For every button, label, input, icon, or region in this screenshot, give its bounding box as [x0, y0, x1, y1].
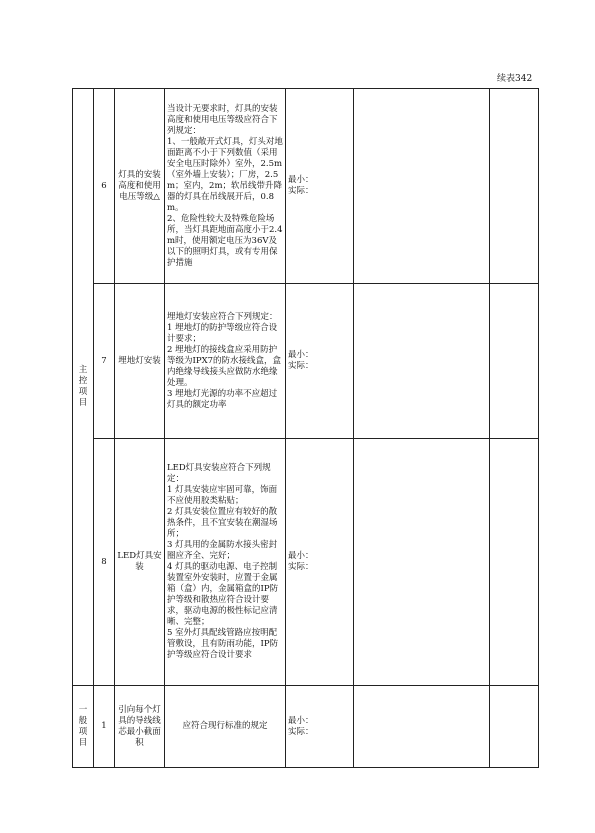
check-record-cell[interactable] — [354, 284, 490, 439]
min-label: 最小： — [288, 350, 314, 360]
result-cell[interactable] — [490, 439, 539, 686]
min-label: 最小： — [288, 715, 314, 726]
table-row — [73, 89, 539, 284]
measurement-cell[interactable] — [286, 284, 354, 439]
row-number: 1 — [94, 686, 115, 768]
check-record-cell[interactable] — [354, 89, 490, 284]
standard-text — [165, 439, 286, 686]
standard-line: 2 灯具安装位置应有较好的散热条件，且不宜安装在潮湿场所； — [167, 507, 278, 539]
item-name: 灯具的安装高度和使用电压等级△ — [115, 89, 165, 284]
standard-text — [165, 284, 286, 439]
standard-line: 1 埋地灯的防护等级应符合设计要求； — [167, 322, 278, 344]
measurement-cell[interactable] — [286, 439, 354, 686]
actual-label: 实际： — [288, 726, 314, 737]
standard-text — [165, 686, 286, 768]
item-name: 引向每个灯具的导线线芯最小截面积 — [115, 686, 165, 768]
result-cell[interactable] — [490, 284, 539, 439]
check-record-cell[interactable] — [354, 686, 490, 768]
standard-text — [165, 89, 286, 284]
result-cell[interactable] — [490, 89, 539, 284]
standard-line: 4 灯具的驱动电源、电子控制装置室外安装时，应置于金属箱（盒）内，金属箱盒的IP防护等级和散热应符合设计要求，驱动电源的极性标记应清晰、完整； — [167, 562, 279, 627]
row-number: 6 — [94, 89, 115, 284]
item-name: LED灯具安装 — [115, 439, 165, 686]
check-record-cell[interactable] — [354, 439, 490, 686]
item-name: 埋地灯安装 — [115, 284, 165, 439]
standard-line: 1、一般敞开式灯具，灯头对地面距离不小于下列数值（采用安全电压时除外）室外，2.5m（室外墙上安装）；厂房，2.5m；室内，2m；软吊线带升降器的灯具在吊线展开后，0.8m。 — [167, 136, 283, 213]
measurement-cell[interactable] — [286, 686, 354, 768]
actual-label: 实际： — [288, 361, 314, 371]
standard-line: 3 灯具用的金属防水接头密封圈应齐全、完好； — [167, 540, 278, 561]
standard-line: 3 埋地灯光源的功率不应超过灯具的额定功率 — [167, 388, 278, 410]
standard-line: 当设计无要求时，灯具的安装高度和使用电压等级应符合下列规定： — [167, 103, 278, 136]
measurement-cell[interactable] — [286, 89, 354, 284]
min-label: 最小： — [288, 551, 314, 561]
table-row — [73, 686, 539, 768]
min-label: 最小： — [288, 175, 314, 185]
standard-line: 2、危险性较大及特殊危险场所，当灯具距地面高度小于2.4m时，使用额定电压为36V及以下的照明灯具，或有专用保护措施 — [167, 213, 283, 268]
standard-line: LED灯具安装应符合下列规定： — [167, 463, 271, 484]
category-main-label: 主控项目 — [78, 365, 88, 408]
row-number: 7 — [94, 284, 115, 439]
table-row — [73, 284, 539, 439]
standard-line: 5 室外灯具配线管路应按明配管敷设，且有防雨功能，IP防护等级应符合设计要求 — [167, 628, 279, 660]
row-number: 8 — [94, 439, 115, 686]
category-general-label: 一般项目 — [78, 704, 88, 748]
continuation-label: 续表342 — [497, 74, 533, 84]
category-general — [73, 686, 94, 768]
actual-label: 实际： — [288, 186, 314, 196]
result-cell[interactable] — [490, 686, 539, 768]
actual-label: 实际： — [288, 562, 314, 572]
category-main — [73, 89, 94, 686]
inspection-table — [72, 88, 539, 768]
standard-line: 2 埋地灯的接线盒应采用防护等级为IPX7的防水接线盒，盒内绝缘导线接头应做防水绝缘处理。 — [167, 344, 282, 388]
table-row — [73, 439, 539, 686]
standard-line: 1 灯具安装应牢固可靠，饰面不应使用胶类粘贴； — [167, 485, 278, 506]
standard-line: 埋地灯安装应符合下列规定： — [167, 311, 278, 322]
standard-line: 应符合现行标准的规定 — [182, 721, 268, 731]
